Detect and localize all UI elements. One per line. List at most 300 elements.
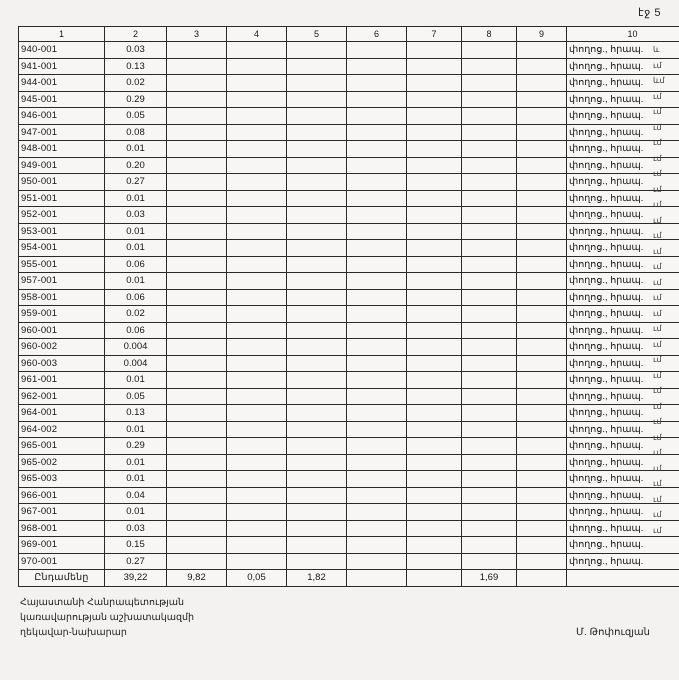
- row-col-3: [167, 339, 227, 356]
- row-col-2: 0.06: [105, 256, 167, 273]
- table-row: [19, 421, 679, 438]
- row-code: 969-001: [19, 537, 105, 554]
- row-col-5: [287, 553, 347, 570]
- side-mark: ևմ: [653, 76, 665, 85]
- row-col-3: [167, 355, 227, 372]
- table-row: [19, 141, 679, 158]
- row-col-4: [227, 58, 287, 75]
- side-mark: ւմ: [653, 339, 662, 349]
- row-col-6: [347, 306, 407, 323]
- row-col-5: [287, 520, 347, 537]
- row-col-9: [517, 520, 567, 537]
- row-col-8: [462, 306, 517, 323]
- column-header-10: 10: [567, 27, 679, 42]
- side-mark: ւմ: [653, 432, 662, 442]
- row-code: 946-001: [19, 108, 105, 125]
- row-col-9: [517, 42, 567, 59]
- row-col-2: 0.01: [105, 454, 167, 471]
- row-col-8: [462, 454, 517, 471]
- side-mark: ւմ: [653, 184, 662, 194]
- row-col-9: [517, 339, 567, 356]
- row-col-7: [407, 42, 462, 59]
- row-col-7: [407, 58, 462, 75]
- row-col-6: [347, 388, 407, 405]
- row-col-5: [287, 256, 347, 273]
- column-header-7: 7: [407, 27, 462, 42]
- row-col-8: [462, 322, 517, 339]
- row-col-7: [407, 306, 462, 323]
- column-header-1: 1: [19, 27, 105, 42]
- row-col-8: [462, 58, 517, 75]
- row-note: փողոց., հրապ.: [567, 537, 679, 554]
- row-col-5: [287, 273, 347, 290]
- row-col-5: [287, 91, 347, 108]
- row-col-8: [462, 537, 517, 554]
- table-row: [19, 339, 679, 356]
- row-col-8: [462, 108, 517, 125]
- table-row: [19, 223, 679, 240]
- side-mark: ւմ: [653, 231, 662, 240]
- row-code: 962-001: [19, 388, 105, 405]
- row-code: 955-001: [19, 256, 105, 273]
- row-col-8: [462, 471, 517, 488]
- row-code: 941-001: [19, 58, 105, 75]
- row-col-6: [347, 372, 407, 389]
- row-code: 950-001: [19, 174, 105, 191]
- row-col-4: [227, 471, 287, 488]
- row-col-3: [167, 58, 227, 75]
- side-mark: ւմ: [653, 293, 662, 302]
- row-col-8: [462, 553, 517, 570]
- row-col-8: [462, 223, 517, 240]
- column-header-8: 8: [462, 27, 517, 42]
- row-col-5: [287, 141, 347, 158]
- row-col-8: [462, 405, 517, 422]
- row-col-7: [407, 471, 462, 488]
- side-mark: ւմ: [653, 463, 662, 473]
- row-col-4: [227, 141, 287, 158]
- row-col-7: [407, 355, 462, 372]
- row-col-3: [167, 553, 227, 570]
- row-col-3: [167, 157, 227, 174]
- row-note: փողոց., հրապ.: [567, 240, 679, 257]
- table-row: [19, 520, 679, 537]
- row-col-9: [517, 124, 567, 141]
- row-code: 965-001: [19, 438, 105, 455]
- row-col-2: 0.02: [105, 306, 167, 323]
- table-row: [19, 207, 679, 224]
- row-col-2: 0.05: [105, 388, 167, 405]
- row-col-4: [227, 454, 287, 471]
- footer-line-3: ղեկավար-նախարար: [20, 627, 127, 638]
- row-col-9: [517, 504, 567, 521]
- row-col-6: [347, 207, 407, 224]
- total-col-10: [567, 570, 679, 587]
- table-row: [19, 273, 679, 290]
- row-col-2: 0.03: [105, 42, 167, 59]
- row-col-2: 0.01: [105, 504, 167, 521]
- table-row: [19, 256, 679, 273]
- row-col-3: [167, 108, 227, 125]
- row-col-3: [167, 405, 227, 422]
- row-col-6: [347, 273, 407, 290]
- row-col-3: [167, 504, 227, 521]
- side-mark-spacer: [650, 26, 678, 42]
- row-col-7: [407, 537, 462, 554]
- row-col-8: [462, 91, 517, 108]
- row-col-2: 0.03: [105, 207, 167, 224]
- row-col-3: [167, 91, 227, 108]
- row-col-9: [517, 58, 567, 75]
- row-note: փողոց., հրապ.: [567, 256, 679, 273]
- row-col-2: 0.27: [105, 553, 167, 570]
- row-col-4: [227, 289, 287, 306]
- row-col-6: [347, 223, 407, 240]
- side-mark: ւմ: [653, 494, 662, 504]
- row-col-4: [227, 91, 287, 108]
- side-mark: ւմ: [653, 324, 662, 333]
- row-col-6: [347, 537, 407, 554]
- total-label: Ընդամենը: [19, 570, 105, 587]
- row-col-6: [347, 58, 407, 75]
- side-mark: ւմ: [653, 107, 662, 116]
- row-col-3: [167, 520, 227, 537]
- row-col-7: [407, 75, 462, 92]
- row-col-9: [517, 207, 567, 224]
- row-note: փողոց., հրապ.: [567, 75, 679, 92]
- row-code: 954-001: [19, 240, 105, 257]
- row-note: փողոց., հրապ.: [567, 372, 679, 389]
- row-col-9: [517, 256, 567, 273]
- table-row: [19, 487, 679, 504]
- row-col-7: [407, 487, 462, 504]
- row-col-9: [517, 223, 567, 240]
- side-mark: ւմ: [653, 386, 662, 395]
- row-col-2: 0.05: [105, 108, 167, 125]
- row-col-6: [347, 553, 407, 570]
- row-col-4: [227, 207, 287, 224]
- row-col-7: [407, 454, 462, 471]
- row-code: 959-001: [19, 306, 105, 323]
- table-row: [19, 405, 679, 422]
- row-col-6: [347, 75, 407, 92]
- row-col-6: [347, 240, 407, 257]
- column-header-5: 5: [287, 27, 347, 42]
- row-col-4: [227, 355, 287, 372]
- table-row: [19, 157, 679, 174]
- row-col-4: [227, 273, 287, 290]
- row-col-4: [227, 388, 287, 405]
- row-col-8: [462, 75, 517, 92]
- column-header-4: 4: [227, 27, 287, 42]
- row-col-2: 0.004: [105, 355, 167, 372]
- row-col-6: [347, 108, 407, 125]
- table-row: [19, 388, 679, 405]
- row-col-9: [517, 487, 567, 504]
- side-mark: ւմ: [653, 91, 662, 101]
- side-mark: ւմ: [653, 355, 662, 364]
- row-col-7: [407, 322, 462, 339]
- row-col-4: [227, 553, 287, 570]
- row-col-9: [517, 421, 567, 438]
- document-footer: [20, 595, 660, 640]
- row-col-9: [517, 355, 567, 372]
- row-col-8: [462, 42, 517, 59]
- row-col-5: [287, 289, 347, 306]
- total-col-4: 0,05: [227, 570, 287, 587]
- row-col-8: [462, 190, 517, 207]
- row-col-7: [407, 256, 462, 273]
- footer-line-2: կառավարության աշխատակազմի: [20, 612, 195, 623]
- row-col-8: [462, 487, 517, 504]
- row-col-3: [167, 174, 227, 191]
- column-header-6: 6: [347, 27, 407, 42]
- row-col-5: [287, 388, 347, 405]
- row-col-4: [227, 421, 287, 438]
- row-col-3: [167, 42, 227, 59]
- table-row: [19, 289, 679, 306]
- row-col-9: [517, 174, 567, 191]
- side-mark: ւմ: [653, 525, 662, 535]
- row-code: 945-001: [19, 91, 105, 108]
- row-col-7: [407, 174, 462, 191]
- row-col-8: [462, 256, 517, 273]
- row-col-4: [227, 256, 287, 273]
- row-col-9: [517, 471, 567, 488]
- row-col-8: [462, 504, 517, 521]
- row-code: 958-001: [19, 289, 105, 306]
- row-col-3: [167, 240, 227, 257]
- row-col-5: [287, 108, 347, 125]
- row-col-3: [167, 487, 227, 504]
- row-note: փողոց., հրապ.: [567, 438, 679, 455]
- side-mark: ւմ: [653, 370, 662, 380]
- row-note: փողոց., հրապ.: [567, 273, 679, 290]
- row-col-7: [407, 124, 462, 141]
- row-col-9: [517, 405, 567, 422]
- row-note: փողոց., հրապ.: [567, 157, 679, 174]
- row-note: փողոց., հրապ.: [567, 405, 679, 422]
- row-col-8: [462, 157, 517, 174]
- row-col-6: [347, 256, 407, 273]
- row-note: փողոց., հրապ.: [567, 190, 679, 207]
- page-number: էջ 5: [638, 7, 661, 19]
- row-col-5: [287, 124, 347, 141]
- row-col-5: [287, 223, 347, 240]
- row-col-2: 0.004: [105, 339, 167, 356]
- signature-name: Մ. Թոփուզյան: [576, 627, 650, 638]
- row-col-8: [462, 355, 517, 372]
- row-col-3: [167, 190, 227, 207]
- row-col-4: [227, 372, 287, 389]
- side-mark: ւմ: [653, 246, 662, 256]
- row-code: 967-001: [19, 504, 105, 521]
- row-col-4: [227, 438, 287, 455]
- row-col-3: [167, 273, 227, 290]
- table-row: [19, 174, 679, 191]
- row-col-7: [407, 190, 462, 207]
- row-col-6: [347, 91, 407, 108]
- column-header-2: 2: [105, 27, 167, 42]
- table-total-row: [19, 570, 679, 587]
- row-col-2: 0.08: [105, 124, 167, 141]
- row-col-6: [347, 190, 407, 207]
- row-col-4: [227, 124, 287, 141]
- row-col-8: [462, 240, 517, 257]
- row-col-9: [517, 91, 567, 108]
- row-note: փողոց., հրապ.: [567, 58, 679, 75]
- row-note: փողոց., հրապ.: [567, 504, 679, 521]
- row-col-2: 0.04: [105, 487, 167, 504]
- row-col-4: [227, 520, 287, 537]
- total-col-8: 1,69: [462, 570, 517, 587]
- row-col-6: [347, 322, 407, 339]
- row-code: 970-001: [19, 553, 105, 570]
- row-col-5: [287, 504, 347, 521]
- row-col-8: [462, 273, 517, 290]
- total-col-6: [347, 570, 407, 587]
- row-col-3: [167, 537, 227, 554]
- row-code: 965-002: [19, 454, 105, 471]
- row-col-2: 0.01: [105, 223, 167, 240]
- row-code: 960-001: [19, 322, 105, 339]
- row-col-2: 0.01: [105, 372, 167, 389]
- row-col-6: [347, 454, 407, 471]
- table-row: [19, 190, 679, 207]
- row-col-2: 0.01: [105, 471, 167, 488]
- row-col-4: [227, 405, 287, 422]
- row-col-2: 0.20: [105, 157, 167, 174]
- row-col-7: [407, 553, 462, 570]
- table-row: [19, 471, 679, 488]
- row-code: 965-003: [19, 471, 105, 488]
- table-row: [19, 504, 679, 521]
- row-col-4: [227, 537, 287, 554]
- row-col-6: [347, 421, 407, 438]
- row-col-8: [462, 520, 517, 537]
- row-col-4: [227, 504, 287, 521]
- row-code: 964-002: [19, 421, 105, 438]
- row-code: 961-001: [19, 372, 105, 389]
- row-col-5: [287, 339, 347, 356]
- table-row: [19, 355, 679, 372]
- row-note: փողոց., հրապ.: [567, 487, 679, 504]
- row-col-7: [407, 240, 462, 257]
- row-col-8: [462, 372, 517, 389]
- row-col-5: [287, 174, 347, 191]
- row-col-5: [287, 75, 347, 92]
- row-col-7: [407, 91, 462, 108]
- row-col-5: [287, 42, 347, 59]
- row-col-7: [407, 108, 462, 125]
- table-header-row: [19, 27, 679, 42]
- row-col-7: [407, 388, 462, 405]
- row-col-8: [462, 141, 517, 158]
- row-col-8: [462, 174, 517, 191]
- total-col-9: [517, 570, 567, 587]
- row-col-2: 0.01: [105, 190, 167, 207]
- row-note: փողոց., հրապ.: [567, 108, 679, 125]
- row-col-6: [347, 487, 407, 504]
- row-col-4: [227, 108, 287, 125]
- row-col-6: [347, 124, 407, 141]
- side-mark: ւմ: [653, 138, 662, 147]
- row-note: փողոց., հրապ.: [567, 42, 679, 59]
- row-col-2: 0.27: [105, 174, 167, 191]
- row-note: փողոց., հրապ.: [567, 207, 679, 224]
- side-mark: ւմ: [653, 417, 662, 426]
- side-mark: ւմ: [653, 510, 662, 519]
- row-col-4: [227, 223, 287, 240]
- row-col-3: [167, 388, 227, 405]
- total-col-2: 39,22: [105, 570, 167, 587]
- row-col-7: [407, 157, 462, 174]
- row-col-3: [167, 454, 227, 471]
- row-col-3: [167, 289, 227, 306]
- row-col-3: [167, 223, 227, 240]
- row-col-6: [347, 141, 407, 158]
- row-col-9: [517, 190, 567, 207]
- row-note: փողոց., հրապ.: [567, 339, 679, 356]
- side-mark: ւմ: [653, 448, 662, 457]
- row-col-5: [287, 306, 347, 323]
- side-mark: ւմ: [653, 153, 662, 163]
- table-body: [19, 42, 679, 570]
- row-col-5: [287, 240, 347, 257]
- row-note: փողոց., հրապ.: [567, 322, 679, 339]
- row-col-3: [167, 141, 227, 158]
- row-col-6: [347, 355, 407, 372]
- row-col-2: 0.06: [105, 289, 167, 306]
- row-note: փողոց., հրապ.: [567, 174, 679, 191]
- row-col-6: [347, 504, 407, 521]
- row-col-2: 0.29: [105, 91, 167, 108]
- row-col-7: [407, 223, 462, 240]
- side-mark: ւմ: [653, 200, 662, 209]
- side-mark: ւմ: [653, 122, 662, 132]
- row-note: փողոց., հրապ.: [567, 141, 679, 158]
- row-col-4: [227, 75, 287, 92]
- row-col-8: [462, 421, 517, 438]
- row-col-4: [227, 339, 287, 356]
- row-col-2: 0.01: [105, 240, 167, 257]
- row-col-3: [167, 372, 227, 389]
- row-col-8: [462, 339, 517, 356]
- row-code: 957-001: [19, 273, 105, 290]
- row-note: փողոց., հրապ.: [567, 355, 679, 372]
- row-note: փողոց., հրապ.: [567, 124, 679, 141]
- row-code: 952-001: [19, 207, 105, 224]
- side-mark: ւմ: [653, 308, 662, 318]
- row-col-5: [287, 372, 347, 389]
- row-code: 953-001: [19, 223, 105, 240]
- side-mark: ւմ: [653, 262, 662, 271]
- row-note: փողոց., հրապ.: [567, 306, 679, 323]
- row-col-3: [167, 207, 227, 224]
- row-col-2: 0.01: [105, 141, 167, 158]
- row-code: 960-003: [19, 355, 105, 372]
- row-col-8: [462, 438, 517, 455]
- column-header-9: 9: [517, 27, 567, 42]
- row-col-5: [287, 537, 347, 554]
- row-col-7: [407, 520, 462, 537]
- table-row: [19, 322, 679, 339]
- row-col-3: [167, 75, 227, 92]
- row-code: 966-001: [19, 487, 105, 504]
- total-col-3: 9,82: [167, 570, 227, 587]
- row-col-6: [347, 339, 407, 356]
- row-col-9: [517, 75, 567, 92]
